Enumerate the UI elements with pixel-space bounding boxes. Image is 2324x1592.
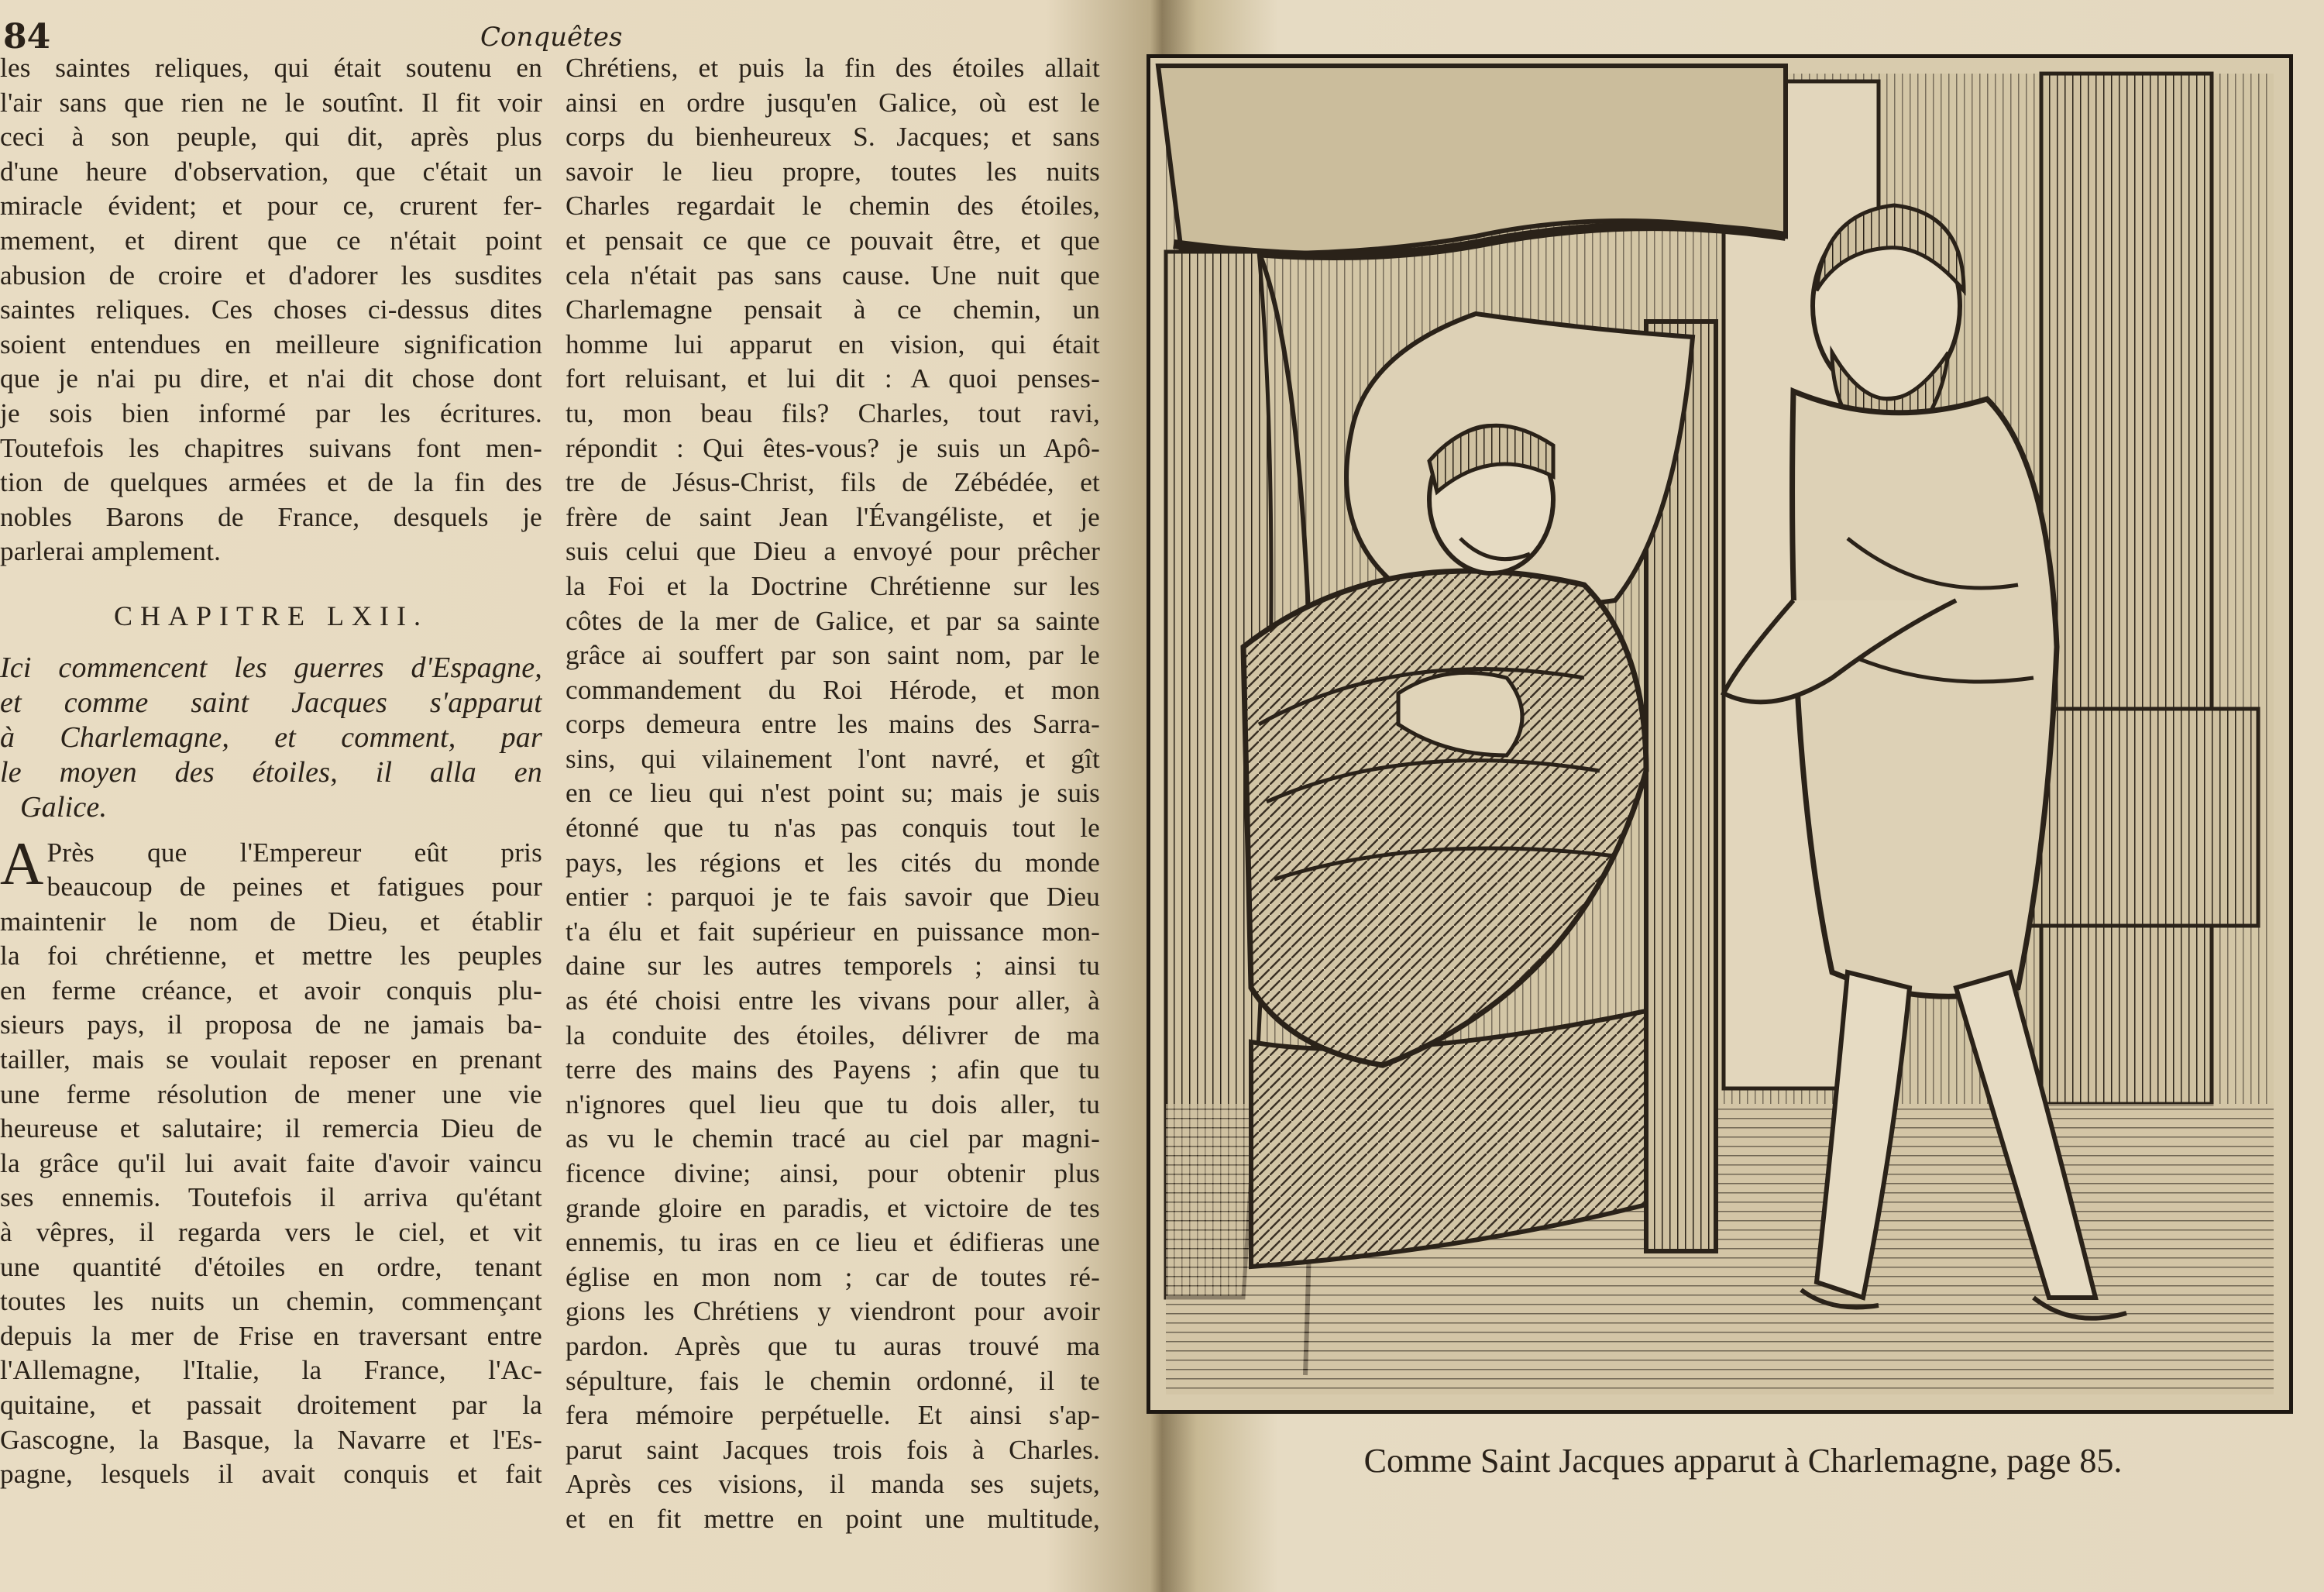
text-line: et comme saint Jacques s'apparut <box>0 686 542 719</box>
text-line: toutes les nuits un chemin, commençant <box>0 1286 542 1317</box>
text-line: corps demeura entre les mains des Sarra- <box>566 709 1100 740</box>
text-line: gions les Chrétiens y viendront pour avoir <box>566 1296 1100 1327</box>
text-line: l'air sans que rien ne le soutînt. Il fit voir <box>0 87 542 118</box>
text-line: Chrétiens, et puis la fin des étoiles allait <box>566 53 1100 83</box>
text-line: entier : parquoi je te fais savoir que Dieu <box>566 882 1100 913</box>
text-line: ficence divine; ainsi, pour obtenir plus <box>566 1158 1100 1188</box>
chapter-title: CHAPITRE LXII. <box>114 600 428 631</box>
text-line: en ferme créance, et avoir conquis plu- <box>0 975 542 1006</box>
running-title: Conquêtes <box>480 22 623 53</box>
text-line: que je n'ai pu dire, et n'ai dit chose dont <box>0 363 542 394</box>
text-line: savoir le lieu propre, toutes les nuits <box>566 156 1100 187</box>
text-line: cela n'était pas sans cause. Une nuit que <box>566 260 1100 291</box>
text-line: parlerai amplement. <box>0 536 222 567</box>
text-line: ennemis, tu iras en ce lieu et édifieras une <box>566 1227 1100 1258</box>
woodcut-engraving <box>1150 58 2289 1410</box>
illustration-caption: Comme Saint Jacques apparut à Charlemagne, page 85. <box>1363 1442 2123 1480</box>
text-line: terre des mains des Payens ; afin que tu <box>566 1054 1100 1085</box>
text-line: pays, les régions et les cités du monde <box>566 847 1100 878</box>
text-line: homme lui apparut en vision, qui était <box>566 328 1100 359</box>
woodcut-illustration <box>1147 54 2293 1414</box>
text-line: les saintes reliques, qui était soutenu en <box>0 53 542 83</box>
left-page <box>0 0 1139 1592</box>
text-line: Après ces visions, il manda ses sujets, <box>566 1469 1100 1500</box>
text-line: et en fit mettre en point une multitude, <box>566 1503 1100 1534</box>
text-line: depuis la mer de Frise en traversant entre <box>0 1320 542 1351</box>
text-line: Charlemagne pensait à ce chemin, un <box>566 294 1100 325</box>
text-line: corps du bienheureux S. Jacques; et sans <box>566 122 1100 153</box>
text-line: tu, mon beau fils? Charles, tout ravi, <box>566 397 1100 428</box>
text-line: t'a élu et fait supérieur en puissance mon- <box>566 916 1100 947</box>
text-line: en ce lieu qui n'est point su; mais je suis <box>566 778 1100 809</box>
text-line: nobles Barons de France, desquels je <box>0 501 542 532</box>
text-column-2 <box>566 51 1100 1537</box>
text-line: Charles regardait le chemin des étoiles, <box>566 191 1100 222</box>
chapter-heading <box>0 651 542 825</box>
text-line: ses ennemis. Toutefois il arriva qu'étant <box>0 1182 542 1213</box>
page-number: 84 <box>3 17 51 57</box>
text-line: grâce ai souffert par son saint nom, par le <box>566 640 1100 671</box>
text-line: à vêpres, il regarda vers le ciel, et vit <box>0 1217 542 1248</box>
text-line: Ici commencent les guerres d'Espagne, <box>0 651 542 684</box>
text-line: église en mon nom ; car de toutes ré- <box>566 1261 1100 1292</box>
text-line: sins, qui vilainement l'ont navré, et gît <box>566 743 1100 774</box>
text-line: as vu le chemin tracé au ciel par magni- <box>566 1123 1100 1154</box>
text-line: abusion de croire et d'adorer les susdites <box>0 260 542 291</box>
text-line: maintenir le nom de Dieu, et établir <box>0 906 542 937</box>
text-line: la foi chrétienne, et mettre les peuples <box>0 940 542 971</box>
text-line: beaucoup de peines et fatigues pour <box>46 872 542 903</box>
text-line: une ferme résolution de mener une vie <box>0 1078 542 1109</box>
text-line: ainsi en ordre jusqu'en Galice, où est le <box>566 87 1100 118</box>
text-line: d'une heure d'observation, que c'était un <box>0 156 542 187</box>
text-line: une quantité d'étoiles en ordre, tenant <box>0 1251 542 1282</box>
text-line: sieurs pays, il proposa de ne jamais ba- <box>0 1009 542 1040</box>
text-line: tion de quelques armées et de la fin des <box>0 467 542 498</box>
text-line: côtes de la mer de Galice, et par sa sainte <box>566 605 1100 636</box>
text-line: suis celui que Dieu a envoyé pour prêcher <box>566 536 1100 567</box>
text-line: pagne, lesquels il avait conquis et fait <box>0 1459 542 1490</box>
text-line: miracle évident; et pour ce, crurent fer- <box>0 191 542 222</box>
text-line: as été choisi entre les vivans pour aller, à <box>566 985 1100 1016</box>
text-line: la conduite des étoiles, délivrer de ma <box>566 1019 1100 1050</box>
text-line: daine sur les autres temporels ; ainsi tu <box>566 951 1100 982</box>
text-line: je sois bien informé par les écritures. <box>0 397 542 428</box>
text-line: la Foi et la Doctrine Chrétienne sur les <box>566 570 1100 601</box>
text-line: Galice. <box>20 790 108 824</box>
text-line: fera mémoire perpétuelle. Et ainsi s'ap- <box>566 1400 1100 1431</box>
text-line: tailler, mais se voulait reposer en prenant <box>0 1044 542 1075</box>
text-line: Près que l'Empereur eût pris <box>46 837 542 868</box>
text-line: parut saint Jacques trois fois à Charles. <box>566 1434 1100 1465</box>
text-column-1 <box>0 51 542 1492</box>
text-line: mement, et dirent que ce n'était point <box>0 225 542 256</box>
text-line: Toutefois les chapitres suivans font men- <box>0 432 542 463</box>
text-line: saintes reliques. Ces choses ci-dessus dites <box>0 294 542 325</box>
text-line: grande gloire en paradis, et victoire de tes <box>566 1192 1100 1223</box>
text-line: le moyen des étoiles, il alla en <box>0 755 542 789</box>
text-line: à Charlemagne, et comment, par <box>0 720 542 754</box>
text-line: pardon. Après que tu auras trouvé ma <box>566 1330 1100 1361</box>
text-line: fort reluisant, et lui dit : A quoi penses- <box>566 363 1100 394</box>
text-line: n'ignores quel lieu que tu dois aller, tu <box>566 1088 1100 1119</box>
text-line: sépulture, fais le chemin ordonné, il te <box>566 1365 1100 1396</box>
text-line: ceci à son peuple, qui dit, après plus <box>0 122 542 153</box>
text-line: soient entendues en meilleure signification <box>0 328 542 359</box>
text-line: tre de Jésus-Christ, fils de Zébédée, et <box>566 467 1100 498</box>
text-line: Gascogne, la Basque, la Navarre et l'Es- <box>0 1424 542 1455</box>
text-line: l'Allemagne, l'Italie, la France, l'Ac- <box>0 1355 542 1386</box>
text-line: répondit : Qui êtes-vous? je suis un Apô- <box>566 432 1100 463</box>
paragraph-continuation <box>0 51 542 569</box>
text-line: étonné que tu n'as pas conquis tout le <box>566 813 1100 844</box>
text-line: la grâce qu'il lui avait faite d'avoir vaincu <box>0 1147 542 1178</box>
text-line: quitaine, et passait droitement par la <box>0 1390 542 1420</box>
drop-cap: A <box>0 829 44 897</box>
text-line: et pensait ce que ce pouvait être, et que <box>566 225 1100 256</box>
text-line: frère de saint Jean l'Évangéliste, et je <box>566 501 1100 532</box>
text-line: heureuse et salutaire; il remercia Dieu de <box>0 1113 542 1144</box>
text-line: commandement du Roi Hérode, et mon <box>566 674 1100 705</box>
chapter-body <box>0 829 542 1492</box>
